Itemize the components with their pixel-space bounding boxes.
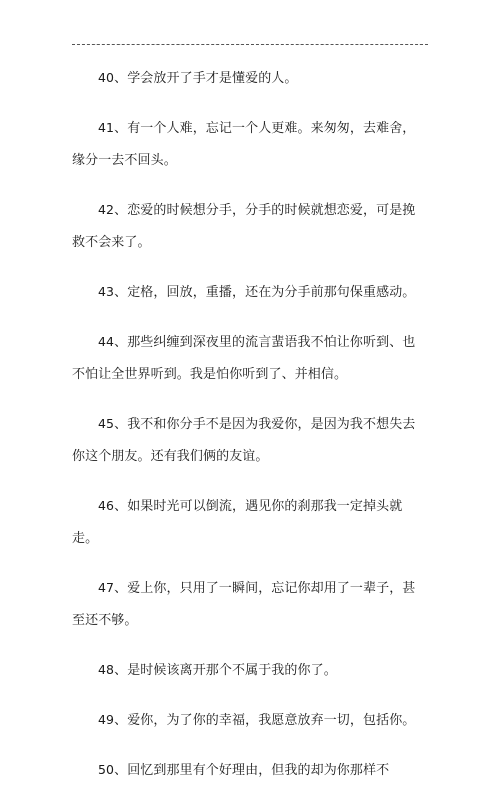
item-number: 42 xyxy=(98,202,115,217)
list-item xyxy=(72,194,428,259)
item-text: 、学会放开了手才是懂爱的人。 xyxy=(114,71,298,86)
item-number: 50 xyxy=(98,762,115,777)
dashed-divider xyxy=(72,44,428,45)
item-number: 45 xyxy=(98,416,115,431)
item-text: 、是时候该离开那个不属于我的你了。 xyxy=(114,663,337,678)
list-item xyxy=(72,112,428,177)
list-item xyxy=(72,276,428,309)
list-item xyxy=(72,572,428,637)
list-item xyxy=(72,490,428,555)
item-number: 48 xyxy=(98,662,115,677)
item-number: 49 xyxy=(98,712,115,727)
item-text: 、那些纠缠到深夜里的流言蜚语我不怕让你听到、也不怕让全世界听到。我是怕你听到了、并相信。 xyxy=(72,335,416,382)
item-text: 、有一个人难，忘记一个人更难。来匆匆，去难舍，缘分一去不回头。 xyxy=(72,121,416,168)
list-item xyxy=(72,704,428,737)
list-item xyxy=(72,326,428,391)
list-item xyxy=(72,408,428,473)
list-item xyxy=(72,62,428,95)
list-item xyxy=(72,754,428,787)
item-text: 、恋爱的时候想分手，分手的时候就想恋爱，可是挽救不会来了。 xyxy=(72,203,416,250)
item-text: 、定格，回放，重播，还在为分手前那句保重感动。 xyxy=(114,285,416,300)
item-number: 43 xyxy=(98,284,115,299)
item-number: 44 xyxy=(98,334,115,349)
item-text: 、如果时光可以倒流，遇见你的刹那我一定掉头就走。 xyxy=(72,499,403,546)
item-text: 、我不和你分手不是因为我爱你，是因为我不想失去你这个朋友。还有我们俩的友谊。 xyxy=(72,417,416,464)
item-number: 47 xyxy=(98,580,115,595)
list-item xyxy=(72,654,428,687)
item-text: 、爱你，为了你的幸福，我愿意放弃一切，包括你。 xyxy=(114,713,416,728)
quote-list xyxy=(72,62,428,804)
item-number: 46 xyxy=(98,498,115,513)
item-text: 、回忆到那里有个好理由，但我的却为你那样不 xyxy=(114,763,390,778)
item-number: 41 xyxy=(98,120,115,135)
item-text: 、爱上你，只用了一瞬间，忘记你却用了一辈子，甚至还不够。 xyxy=(72,581,416,628)
item-number: 40 xyxy=(98,70,115,85)
